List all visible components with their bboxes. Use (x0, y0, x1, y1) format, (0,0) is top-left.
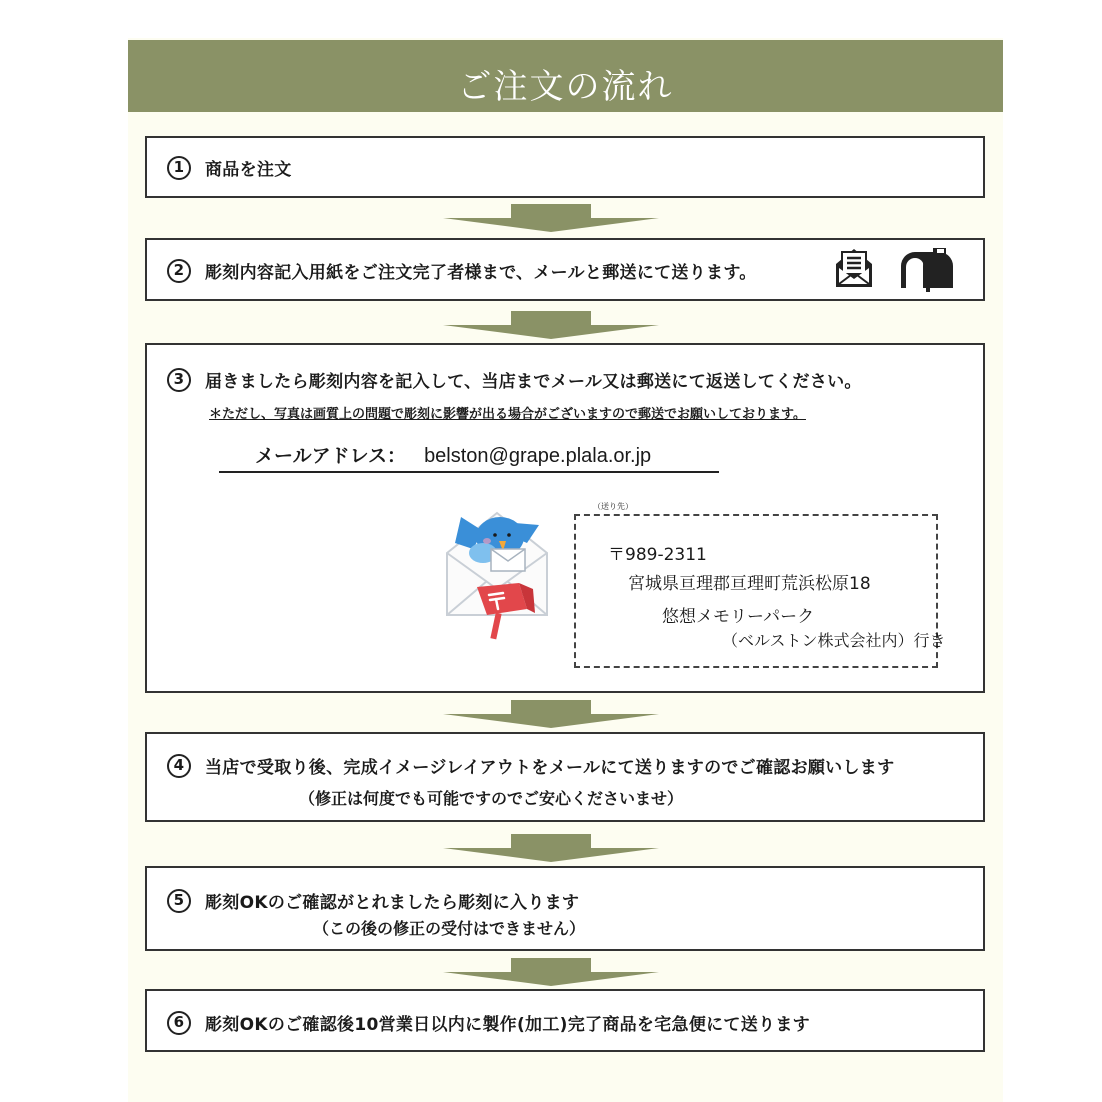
page-title: ご注文の流れ (457, 66, 674, 107)
step-2-box (145, 238, 985, 301)
down-arrow-icon (443, 311, 659, 339)
email-address-row (219, 441, 719, 473)
step-1-text: 商品を注文 (205, 160, 292, 180)
down-arrow-icon (443, 834, 659, 862)
step-5-text: 彫刻OKのご確認がとれましたら彫刻に入ります (205, 893, 580, 913)
down-arrow-icon (443, 204, 659, 232)
step-number-2: 2 (167, 259, 191, 283)
address-line-2: 悠想メモリーパーク (662, 607, 815, 627)
bird-mail-postbox-illustration (443, 503, 553, 645)
mailing-address-box (574, 514, 946, 668)
step-number-6: 6 (167, 1011, 191, 1035)
down-arrow-icon (443, 700, 659, 728)
photo-mail-note: ＊ただし、写真は画質上の問題で彫刻に影響が出る場合がございますので郵送でお願いしております。 (209, 407, 806, 422)
page-header (128, 40, 1003, 112)
step-4-box (145, 732, 985, 822)
step-2-text: 彫刻内容記入用紙をご注文完了者様まで、メールと郵送にて送ります。 (205, 263, 757, 283)
down-arrow-icon (443, 958, 659, 986)
step-number-1: 1 (167, 156, 191, 180)
address-caption: （送り先） (593, 502, 633, 511)
address-line-1: 宮城県亘理郡亘理町荒浜松原18 (628, 574, 871, 594)
open-letter-icon (833, 246, 875, 290)
step-6-text: 彫刻OKのご確認後10営業日以内に製作(加工)完了商品を宅急便にて送ります (205, 1015, 810, 1035)
step-5-subtext: （この後の修正の受付はできません） (313, 919, 586, 938)
step-number-4: 4 (167, 754, 191, 778)
step-6-box (145, 989, 985, 1052)
step-5-box (145, 866, 985, 951)
step-3-text: 届きましたら彫刻内容を記入して、当店までメール又は郵送にて返送してください。 (205, 372, 862, 392)
step-number-5: 5 (167, 889, 191, 913)
email-label: メールアドレス： (255, 445, 407, 467)
email-link[interactable]: belston@grape.plala.or.jp (424, 445, 652, 467)
mailbox-icon (899, 248, 955, 292)
step-4-subtext: （修正は何度でも可能ですのでご安心くださいませ） (299, 789, 684, 808)
step-1-box (145, 136, 985, 198)
postal-code: 〒989-2311 (608, 545, 707, 565)
address-line-3: （ベルストン株式会社内）行き (722, 631, 946, 650)
step-number-3: 3 (167, 368, 191, 392)
step-3-box (145, 343, 985, 693)
step-4-text: 当店で受取り後、完成イメージレイアウトをメールにて送りますのでご確認お願いします (205, 758, 895, 778)
